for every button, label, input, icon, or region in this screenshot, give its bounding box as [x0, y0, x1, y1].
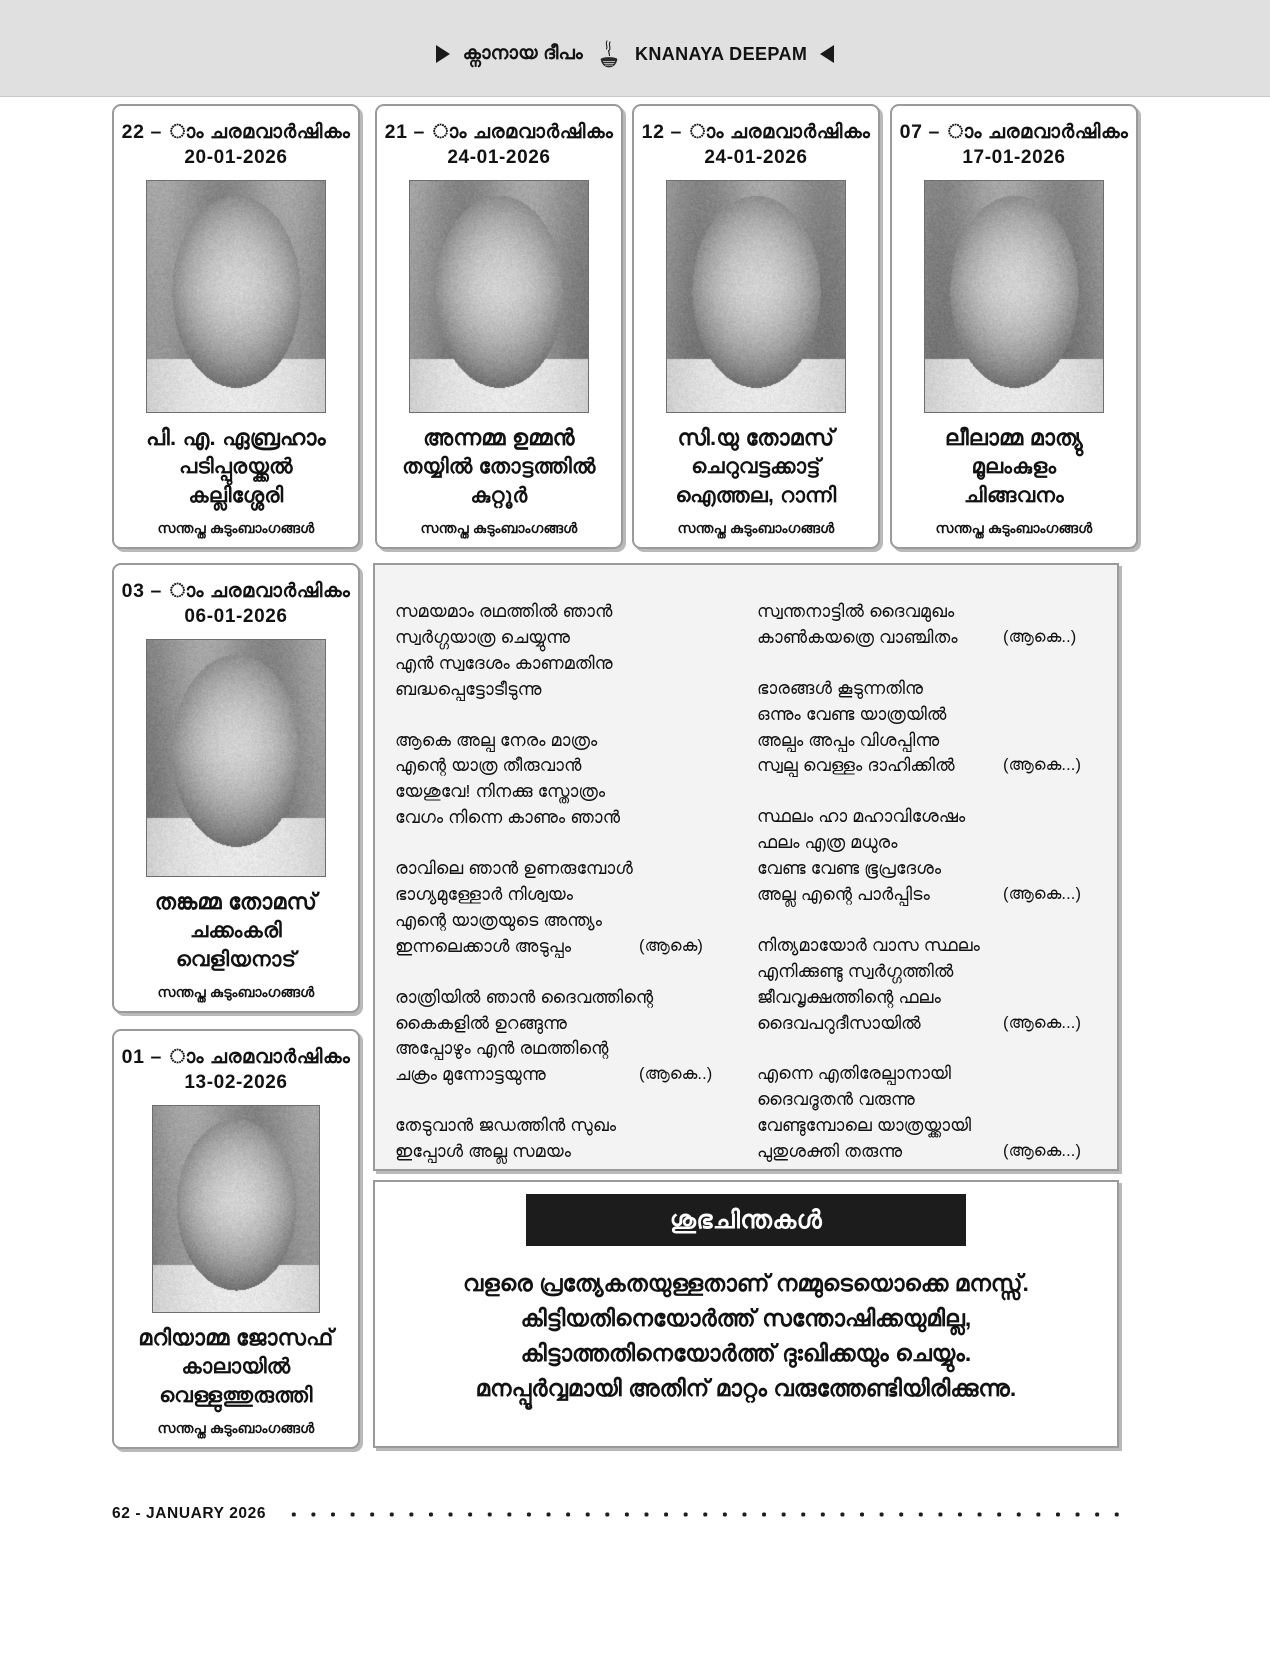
poem-line: രാവിലെ ഞാൻ ഉണരുമ്പോൾ	[395, 858, 633, 879]
poem-line: ഭാരങ്ങൾ കൂടുന്നതിനു	[757, 677, 924, 698]
memorial-place-name: വെളിയനാട്	[175, 948, 297, 972]
memorial-date: 20-01-2026	[184, 147, 288, 169]
triangle-right-icon	[436, 45, 450, 63]
poem-line: സ്ഥലം ഹാ മഹാവിശേഷം	[757, 806, 966, 827]
poem-line: ഇപ്പോൾ അല്ല സമയം	[395, 1141, 572, 1162]
memorial-person-name: ലീലാമ്മ മാത്യു	[945, 424, 1083, 450]
poem-line: എനിക്കുണ്ടു സ്വർഗ്ഗത്തിൽ	[757, 960, 954, 981]
memorial-portrait	[924, 180, 1104, 412]
poem-stanza	[395, 1113, 653, 1165]
memorial-card	[112, 563, 360, 1013]
poem-line: ബദ്ധപ്പെട്ടോടീടുന്നു	[395, 678, 542, 699]
memorial-place-name: ചിങ്ങവനം	[964, 484, 1064, 508]
poem-line: ഒന്നും വേണ്ട യാത്രയിൽ	[757, 703, 947, 724]
triangle-left-icon	[820, 45, 834, 63]
good-thoughts-line: വളരെ പ്രത്യേകതയുള്ളതാണ് നമ്മുടെയൊക്കെ മനസ്സ്.	[462, 1270, 1030, 1296]
memorial-portrait	[146, 639, 326, 876]
memorial-card	[890, 104, 1138, 549]
poem-column-right	[757, 599, 1103, 1190]
memorial-card	[375, 104, 623, 549]
memorial-house-name: തയ്യിൽ തോട്ടത്തിൽ	[402, 455, 596, 479]
page-folio: 62 - JANUARY 2026	[112, 1505, 267, 1522]
poem-line: ദൈവപറുദീസായിൽ (ആകെ...)	[757, 1011, 1103, 1037]
memorial-person-name: തങ്കമ്മ തോമസ്	[154, 888, 318, 914]
poem-line: യേശുവേ! നിനക്കു സ്തോത്രം	[395, 781, 606, 802]
memorial-place-name: ഐത്തല, റാന്നി	[675, 484, 837, 508]
poem-line: എന്നെ എതിരേല്പാനായി	[757, 1063, 952, 1084]
poem-stanza	[757, 599, 1103, 651]
memorial-house-name: ചെറുവട്ടക്കാട്ട്	[691, 455, 821, 479]
memorial-anniversary-label: 12 – ാം ചരമവാർഷികം	[641, 121, 871, 143]
masthead-title-english: KNANAYA DEEPAM	[634, 43, 808, 64]
memorial-anniversary-label: 07 – ാം ചരമവാർഷികം	[899, 121, 1129, 143]
poem-line: പുതുശക്തി തരുന്നു (ആകെ...)	[757, 1139, 1103, 1165]
memorial-person-name: അന്നമ്മ ഉമ്മൻ	[423, 424, 575, 450]
memorial-portrait	[152, 1105, 320, 1312]
poem-line: നിത്യമായോർ വാസ സ്ഥലം	[757, 934, 980, 955]
poem-line: വേഗം നിന്നെ കാണും ഞാൻ	[395, 807, 621, 828]
poem-stanza	[395, 728, 653, 832]
memorial-house-name: കാലായിൽ	[181, 1355, 291, 1379]
poem-stanza	[757, 804, 1103, 908]
memorial-house-name: പടിപ്പുരയ്ക്കൽ	[179, 455, 293, 479]
poem-stanza	[395, 856, 704, 960]
memorial-anniversary-label: 21 – ാം ചരമവാർഷികം	[384, 121, 614, 143]
memorial-person-name: സി.യു തോമസ്	[677, 424, 835, 450]
poem-line: ഇന്നലെക്കാൾ അടുപ്പം (ആകെ)	[395, 934, 653, 960]
poem-line: ഫലം എത്ര മധുരം	[757, 832, 898, 853]
masthead-title-malayalam: ക്നാനായ ദീപം	[462, 43, 583, 64]
page-masthead	[0, 0, 1270, 97]
memorial-person-name: മറിയാമ്മ ജോസഫ്	[138, 1324, 334, 1350]
good-thoughts-line: കിട്ടിയതിനെയോർത്ത് സന്തോഷിക്കയുമില്ല,	[520, 1304, 972, 1331]
memorial-date: 17-01-2026	[962, 147, 1066, 169]
memorial-anniversary-label: 01 – ാം ചരമവാർഷികം	[121, 1046, 351, 1068]
poem-line: എന്റെ യാത്ര തീരുവാൻ	[395, 755, 582, 776]
good-thoughts-banner: ശുഭചിന്തകൾ	[526, 1194, 966, 1246]
poem-stanza	[395, 599, 653, 703]
poem-line: വേണ്ട വേണ്ട ഭൂപ്രദേശം	[757, 858, 942, 879]
poem-line: സ്വന്തനാട്ടിൽ ദൈവമുഖം	[757, 601, 955, 621]
poem-stanza	[395, 985, 713, 1089]
memorial-portrait	[409, 180, 589, 412]
memorial-card	[632, 104, 880, 549]
page-footer	[112, 1505, 1122, 1523]
footer-dot-rule	[284, 1511, 1122, 1518]
memorial-place-name: കല്ലിശ്ശേരി	[188, 484, 284, 508]
memorial-family-credit: സന്തപ്ത കുടുംബാംഗങ്ങൾ	[157, 520, 315, 536]
poem-line: അല്ല എന്റെ പാർപ്പിടം (ആകെ...)	[757, 882, 1103, 908]
poem-line: ചക്രം മുന്നോട്ടയുന്നു (ആകെ..)	[395, 1062, 653, 1088]
poem-line: ദൈവദൂതൻ വരുന്നു	[757, 1089, 915, 1110]
poem-line: എൻ സ്വദേശം കാണമതിനു	[395, 652, 613, 673]
poem-line: എന്റെ യാത്രയുടെ അന്ത്യം	[395, 909, 603, 930]
memorial-house-name: ചക്കംകരി	[189, 919, 283, 943]
memorial-portrait	[146, 180, 326, 412]
poem-stanza	[757, 933, 1103, 1037]
poem-refrain-marker: (ആകെ...)	[1003, 1013, 1082, 1032]
memorial-place-name: കുറ്റൂർ	[470, 484, 528, 508]
memorial-anniversary-label: 22 – ാം ചരമവാർഷികം	[121, 121, 351, 143]
good-thoughts-panel	[373, 1180, 1119, 1448]
good-thoughts-line: മനപ്പൂർവ്വമായി അതിന് മാറ്റം വരുത്തേണ്ടിയിരിക്കുന്നു.	[475, 1374, 1017, 1401]
memorial-place-name: വെള്ളുത്തുരുത്തി	[159, 1384, 313, 1408]
memorial-family-credit: സന്തപ്ത കുടുംബാംഗങ്ങൾ	[157, 1420, 315, 1436]
memorial-family-credit: സന്തപ്ത കുടുംബാംഗങ്ങൾ	[157, 984, 315, 1000]
poem-line: കൈകളിൽ ഉറങ്ങുന്നു	[395, 1012, 567, 1033]
good-thoughts-body	[451, 1266, 1041, 1406]
memorial-family-credit: സന്തപ്ത കുടുംബാംഗങ്ങൾ	[420, 520, 578, 536]
poem-line: അപ്പോഴും എൻ രഥത്തിന്റെ	[395, 1038, 609, 1059]
memorial-date: 06-01-2026	[184, 606, 288, 628]
poem-stanza	[757, 1061, 1103, 1165]
memorial-anniversary-label: 03 – ാം ചരമവാർഷികം	[121, 580, 351, 602]
memorial-family-credit: സന്തപ്ത കുടുംബാംഗങ്ങൾ	[677, 520, 835, 536]
poem-line: തേടുവാൻ ജഡത്തിൻ സുഖം	[395, 1115, 617, 1136]
poem-line: സമയമാം രഥത്തിൽ ഞാൻ	[395, 601, 613, 621]
poem-line: കാൺകയത്രെ വാഞ്ചിതം (ആകെ..)	[757, 625, 1103, 651]
poem-line: അല്പം അപ്പം വിശപ്പിന്നു	[757, 729, 940, 750]
memorial-date: 13-02-2026	[184, 1072, 288, 1094]
oil-lamp-icon	[596, 39, 622, 69]
poem-refrain-marker: (ആകെ...)	[1003, 1142, 1082, 1161]
memorial-person-name: പി. എ. ഏബ്രഹാം	[146, 424, 326, 450]
memorial-portrait	[666, 180, 846, 412]
poem-line: സ്വർഗ്ഗയാത്ര ചെയ്യുന്നു	[395, 626, 571, 647]
poem-line: ഭാഗ്യമുള്ളോർ നിശ്വയം	[395, 884, 574, 905]
memorial-date: 24-01-2026	[704, 147, 808, 169]
poem-refrain-marker: (ആകെ...)	[1003, 885, 1082, 904]
poem-line: ജീവവൃക്ഷത്തിന്റെ ഫലം	[757, 986, 941, 1007]
memorial-card	[112, 104, 360, 549]
poem-refrain-marker: (ആകെ)	[639, 936, 704, 955]
poem-line: വേണ്ടുമ്പോലെ യാത്രയ്ക്കായി	[757, 1115, 972, 1136]
poem-line: സ്വല്പ വെള്ളം ദാഹിക്കിൽ (ആകെ...)	[757, 753, 1103, 779]
poem-stanza	[757, 676, 1103, 780]
poem-panel	[373, 563, 1119, 1171]
memorial-date: 24-01-2026	[447, 147, 551, 169]
memorial-card	[112, 1029, 360, 1449]
poem-line: ആകെ അല്പ നേരം മാത്രം	[395, 729, 598, 750]
poem-column-left	[395, 599, 713, 1190]
memorial-family-credit: സന്തപ്ത കുടുംബാംഗങ്ങൾ	[935, 520, 1093, 536]
poem-refrain-marker: (ആകെ..)	[639, 1065, 713, 1084]
poem-refrain-marker: (ആകെ..)	[1003, 627, 1077, 646]
good-thoughts-line: കിട്ടാത്തതിനെയോർത്ത് ദുഃഖിക്കയും ചെയ്യും.	[520, 1339, 972, 1366]
poem-refrain-marker: (ആകെ...)	[1003, 756, 1082, 775]
poem-line: രാത്രിയിൽ ഞാൻ ദൈവത്തിന്റെ	[395, 986, 654, 1007]
memorial-house-name: മൂലംകുളം	[971, 455, 1057, 479]
